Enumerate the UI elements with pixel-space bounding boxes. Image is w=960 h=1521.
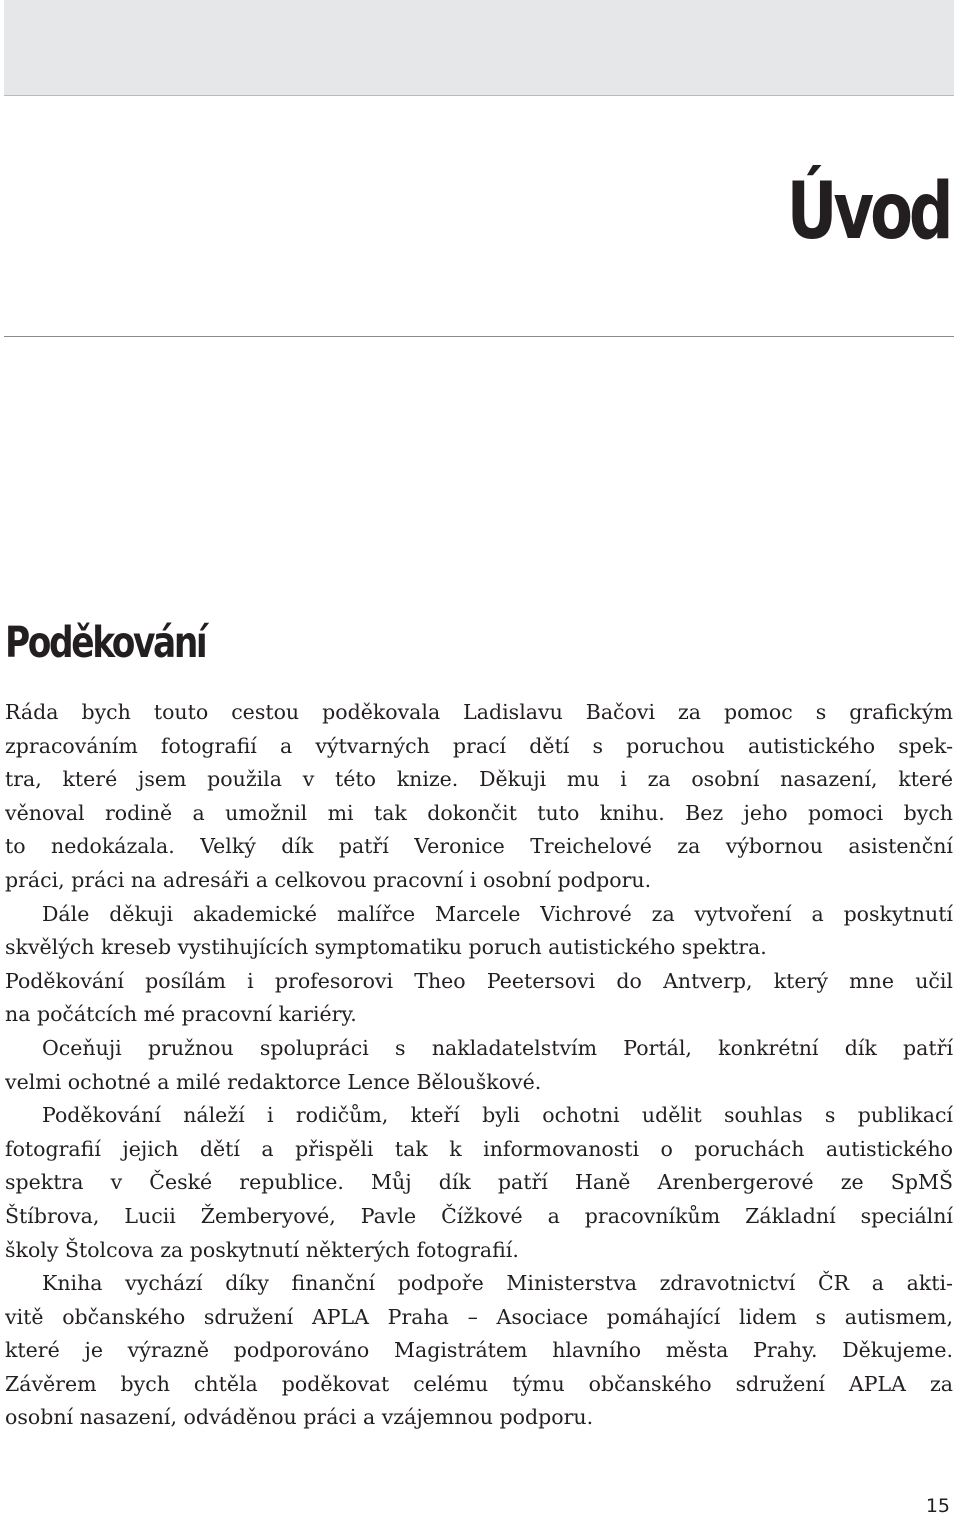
header-band — [4, 0, 954, 95]
paragraph-line: vitě občanského sdružení APLA Praha – Asociace pomáhající lidem s autismem, — [5, 1304, 953, 1329]
header-divider — [4, 95, 954, 96]
acknowledgements-text — [5, 696, 953, 1435]
paragraph-line: to nedokázala. Velký dík patří Veronice Treichelové za výbornou asistenční — [5, 834, 953, 859]
paragraph-line: zpracováním fotografií a výtvarných prací dětí s poruchou autistického spek- — [5, 733, 953, 758]
section-title: Poděkování — [5, 618, 206, 668]
chapter-title-divider — [4, 336, 954, 337]
paragraph-line: na počátcích mé pracovní kariéry. — [5, 1002, 357, 1027]
paragraph-line: Dále děkuji akademické malířce Marcele Vichrové za vytvoření a poskytnutí — [42, 901, 953, 926]
paragraph-line: fotografií jejich dětí a přispěli tak k informovanosti o poruchách autistického — [5, 1136, 953, 1161]
paragraph-line: Závěrem bych chtěla poděkovat celému týmu občanského sdružení APLA za — [5, 1371, 953, 1396]
paragraph-line: spektra v České republice. Můj dík patří Haně Arenbergerové ze SpMŠ — [5, 1170, 953, 1195]
paragraph-line: Štíbrova, Lucii Žemberyové, Pavle Čížkové a pracovníkům Základní speciální — [5, 1203, 953, 1228]
paragraph-line: tra, které jsem použila v této knize. Děkuji mu i za osobní nasazení, které — [5, 767, 953, 792]
paragraph-line: práci, práci na adresáři a celkovou pracovní i osobní podporu. — [5, 867, 652, 892]
paragraph-line: osobní nasazení, odváděnou práci a vzájemnou podporu. — [5, 1405, 594, 1430]
paragraph-line: Poděkování posílám i profesorovi Theo Peetersovi do Antverp, který mne učil — [5, 968, 953, 993]
page-number: 15 — [925, 1495, 950, 1517]
paragraph-line: Poděkování náleží i rodičům, kteří byli ochotni udělit souhlas s publikací — [42, 1103, 953, 1128]
paragraph-line: které je výrazně podporováno Magistrátem hlavního města Prahy. Děkujeme. — [5, 1338, 953, 1363]
paragraph-line: školy Štolcova za poskytnutí některých fotografií. — [5, 1237, 519, 1262]
paragraph-line: Kniha vychází díky finanční podpoře Ministerstva zdravotnictví ČR a akti- — [42, 1271, 953, 1296]
paragraph-line: skvělých kreseb vystihujících symptomatiku poruch autistického spektra. — [5, 935, 767, 960]
paragraph-line: věnoval rodině a umožnil mi tak dokončit tuto knihu. Bez jeho pomoci bych — [5, 800, 953, 825]
paragraph-line: velmi ochotné a milé redaktorce Lence Bělouškové. — [5, 1069, 542, 1094]
paragraph-line: Oceňuji pružnou spolupráci s nakladatelstvím Portál, konkrétní dík patří — [42, 1035, 953, 1060]
paragraph-line: Ráda bych touto cestou poděkovala Ladislavu Bačovi za pomoc s grafickým — [5, 700, 953, 724]
chapter-title: Úvod — [787, 167, 950, 257]
